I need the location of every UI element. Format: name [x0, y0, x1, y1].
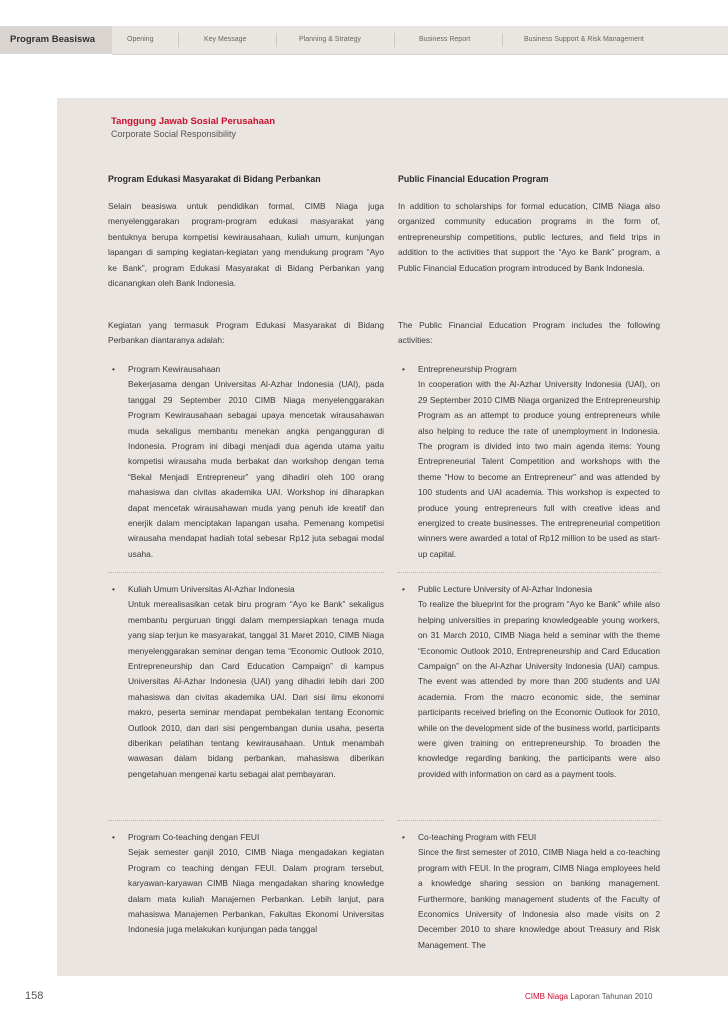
divider: [108, 572, 384, 573]
bullet-text: In cooperation with the Al-Azhar University Indonesia (UAI), on 29 September 2010 CIMB Niaga organized the Entrepreneurship Program as an attempt to produce young entrepreneurs while also helping to reduce the rate of unemployment in Indonesia. The program is divided into two main agenda items: Young Entrepreneurial Talent Competition and workshops with the theme “How to become an Entrepreneur” and was attended by 100 students and UAI academia. This workshop is expected to produce young entrepreneurs full with creative ideas and energized to create businesses. The entrepreneurial competition winners were awarded a total of Rp12 million to be used as start-up capital.: [418, 379, 660, 559]
bullet-heading: Entrepreneurship Program: [418, 364, 517, 374]
tab-separator: [178, 33, 179, 47]
report-title: Laporan Tahunan 2010: [568, 992, 653, 1001]
en-bullet-1: [398, 362, 660, 562]
top-navigation: [0, 0, 728, 70]
id-bullet-2: [108, 582, 384, 782]
tab-business-support-risk[interactable]: Business Support & Risk Management: [524, 36, 644, 43]
heading-english: Corporate Social Responsibility: [111, 129, 237, 139]
tab-planning-strategy[interactable]: Planning & Strategy: [299, 36, 361, 43]
tab-key-message[interactable]: Key Message: [204, 36, 247, 43]
bullet-heading: Program Kewirausahaan: [128, 364, 221, 374]
en-section-title: Public Financial Education Program: [398, 174, 549, 184]
divider: [398, 572, 660, 573]
bullet-icon: •: [402, 364, 405, 374]
bullet-icon: •: [402, 584, 405, 594]
brand-name: CIMB Niaga: [525, 992, 569, 1001]
bullet-text: Untuk merealisasikan cetak biru program “Ayo ke Bank” sekaligus membantu perguruan tinggi dalam mempersiapkan tenaga muda yang siap terjun ke masyarakat, tanggal 31 Maret 2010, CIMB Niaga menyelenggarakan seminar dengan tema “Economic Outlook 2010, Entrepreneurship dan Card Education Campaign” di kampus Universitas Al-Azhar Indonesia (UAI) yang dihadiri lebih dari 200 mahasiswa dan civitas akademika UAI. Dari sisi ilmu ekonomi makro, peserta seminar mendapat pembekalan tentang Economic Outlook 2010, dan dari sisi pengembangan dunia usaha, peserta diberikan pelatihan tentang kewirausahaan. Untuk menambah wawasan dalam bidang perbankan, mahasiswa diberikan pengetahuan mengenai kartu sebagai alat pembayaran.: [128, 599, 384, 779]
bullet-icon: •: [402, 832, 405, 842]
bullet-icon: •: [112, 584, 115, 594]
bullet-heading: Co-teaching Program with FEUI: [418, 832, 537, 842]
bullet-heading: Kuliah Umum Universitas Al-Azhar Indonesia: [128, 584, 295, 594]
page-number: 158: [25, 990, 44, 1002]
en-bullet-2: [398, 582, 660, 782]
nav-tabs: [112, 26, 728, 55]
divider: [108, 820, 384, 821]
tab-business-report[interactable]: Business Report: [419, 36, 471, 43]
en-intro-paragraph: In addition to scholarships for formal education, CIMB Niaga also organized community education programs in the form of, entrepreneurship competitions, public lectures, and field trips in addition to the activities that support the “Ayo ke Bank” program, a Public Financial Education program introduced by Bank Indonesia.: [398, 201, 660, 273]
tab-opening[interactable]: Opening: [127, 36, 154, 43]
bullet-icon: •: [112, 364, 115, 374]
bullet-icon: •: [112, 832, 115, 842]
bullet-text: Since the first semester of 2010, CIMB Niaga held a co-teaching program with FEUI. In the program, CIMB Niaga employees held a knowledge sharing session on banking management. Furthermore, banking management students of the Faculty of Economics University of Indonesia also made visits on 2 December 2010 to share knowledge about Treasury and Risk Management. The: [418, 847, 660, 950]
bullet-text: Sejak semester ganjil 2010, CIMB Niaga mengadakan kegiatan Program co teaching dengan FEUI. Dalam program tersebut, karyawan-karyawan CIMB Niaga mengadakan sharing knowledge dalam mata kuliah Manajemen Perbankan. Lebih lanjut, para mahasiswa Manajemen Perbankan, Fakultas Ekonomi Universitas Indonesia juga melakukan kunjungan pada tanggal: [128, 847, 384, 935]
bullet-heading: Public Lecture University of Al-Azhar Indonesia: [418, 584, 593, 594]
footer-brand: [525, 992, 653, 1001]
tab-separator: [276, 33, 277, 47]
id-bullet-1: [108, 362, 384, 562]
page-heading: [111, 116, 275, 141]
id-intro-paragraph: Selain beasiswa untuk pendidikan formal, CIMB Niaga juga menyelenggarakan program-program edukasi masyarakat yang bentuknya berupa kompetisi kewirausahaan, kuliah umum, kunjungan lapangan di samping kegiatan-kegiatan yang mendukung program “Ayo ke Bank”, program Edukasi Masyarakat di Bidang Perbankan yang dicanangkan oleh Bank Indonesia.: [108, 201, 384, 289]
bullet-text: To realize the blueprint for the program “Ayo ke Bank” while also helping universities in preparing knowledgeable young workers, on 31 March 2010, CIMB Niaga held a seminar with the theme “Economic Outlook 2010, Entrepreneurship and Card Education Campaign” on the Al-Azhar University Indonesia (UAI) campus. The event was attended by more than 200 students and UAI academia. From the macro economic side, the seminar participants received briefing on the Economic Outlook for 2010, while on the development side of the business world, participants were given training on entrepreneurship. To broaden the knowledge regarding banking, the participants were also provided with information on card as a payment tools.: [418, 599, 660, 779]
section-label[interactable]: Program Beasiswa: [0, 26, 112, 54]
id-bullet-3: [108, 830, 384, 938]
id-section-title: Program Edukasi Masyarakat di Bidang Perbankan: [108, 174, 321, 184]
tab-separator: [502, 33, 503, 47]
bullet-heading: Program Co-teaching dengan FEUI: [128, 832, 260, 842]
bullet-text: Bekerjasama dengan Universitas Al-Azhar Indonesia (UAI), pada tanggal 29 September 2010 CIMB Niaga menyelenggarakan Program Kewirausahaan sebagai upaya mencetak wirausahawan muda sekaligus membantu menekan angka pengangguran di Indonesia. Program ini dibagi menjadi dua agenda utama yaitu kompetisi wirausaha muda berbakat dan workshop dengan tema “Bekal Menjadi Entrepreneur” yang dihadiri oleh 100 orang mahasiswa dan civitas akademika UAI. Workshop ini diharapkan dapat mencetak wirausahawan muda yang penuh ide kreatif dan enerjik dalam menciptakan lapangan usaha. Pemenang kompetisi wirausaha mendapat hadiah total sebesar Rp12 juta sebagai modal usaha.: [128, 379, 384, 559]
en-activities-paragraph: The Public Financial Education Program includes the following activities:: [398, 320, 660, 346]
tab-separator: [394, 33, 395, 47]
heading-indonesian: Tanggung Jawab Sosial Perusahaan: [111, 116, 276, 127]
divider: [398, 820, 660, 821]
id-activities-paragraph: Kegiatan yang termasuk Program Edukasi Masyarakat di Bidang Perbankan diantaranya adalah:: [108, 320, 384, 346]
en-bullet-3: [398, 830, 660, 953]
